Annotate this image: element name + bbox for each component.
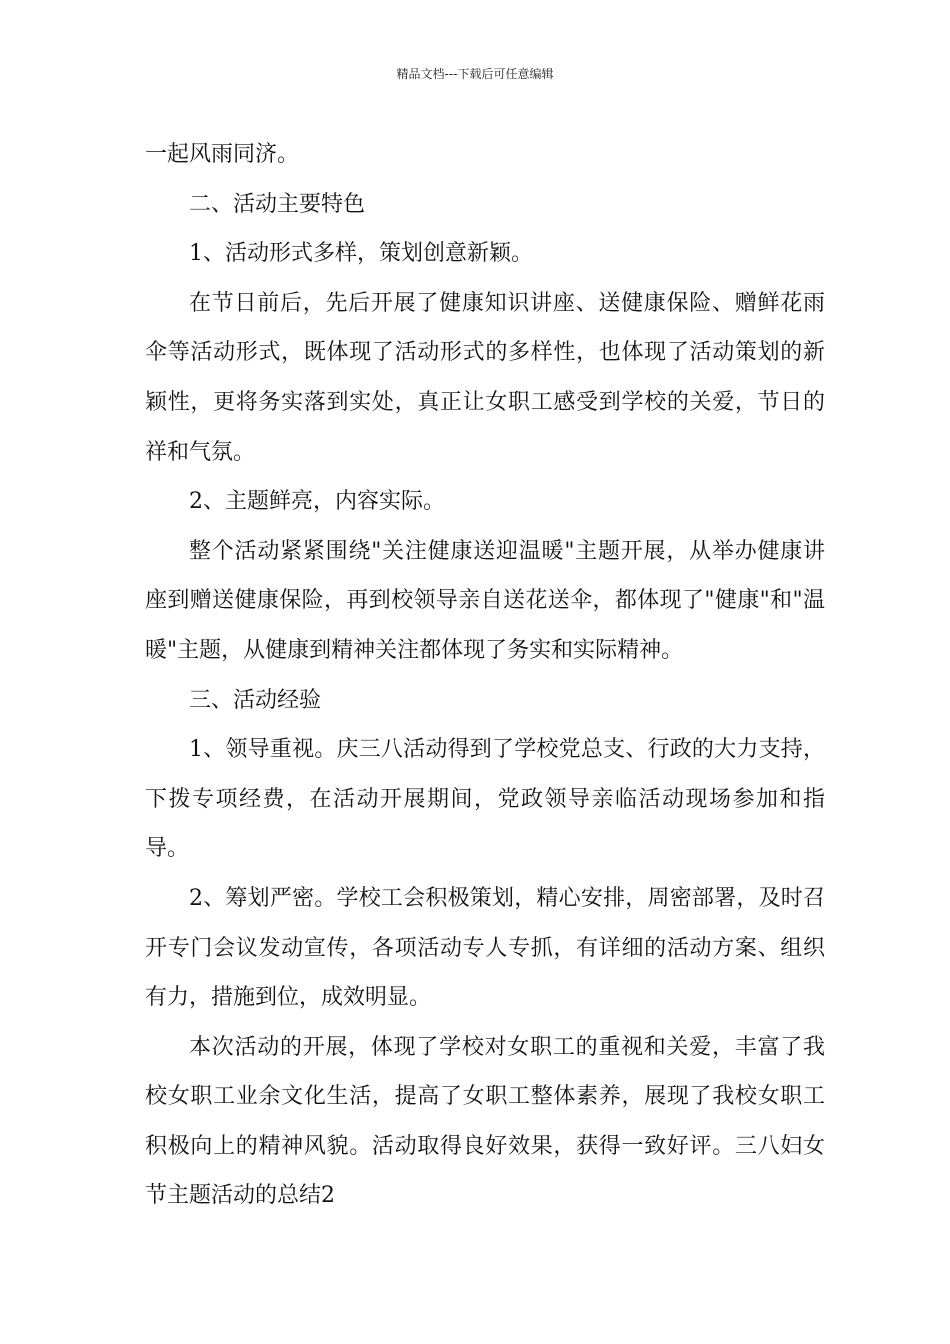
paragraph-planning: 2、筹划严密。学校工会积极策划，精心安排，周密部署，及时召开专门会议发动宣传，各项活动专人专抓，有详细的活动方案、组织有力，措施到位，成效明显。 <box>145 885 825 1011</box>
paragraph-conclusion: 本次活动的开展，体现了学校对女职工的重视和关爱，丰富了我校女职工业余文化生活，提高了女职工整体素养，展现了我校女职工积极向上的精神风貌。活动取得良好效果，获得一致好评。三八妇女节主题活动的总结2 <box>145 1034 825 1209</box>
paragraph-activity-forms: 在节日前后，先后开展了健康知识讲座、送健康保险、赠鲜花雨伞等活动形式，既体现了活动形式的多样性，也体现了活动策划的新颖性，更将务实落到实处，真正让女职工感受到学校的关爱，节日的祥和气氛。 <box>145 290 825 465</box>
paragraph-leadership: 1、领导重视。庆三八活动得到了学校党总支、行政的大力支持，下拨专项经费，在活动开展期间，党政领导亲临活动现场参加和指导。 <box>145 737 825 862</box>
section-heading-features: 二、活动主要特色 <box>189 191 366 217</box>
subheading-bright-theme: 2、主题鲜亮，内容实际。 <box>189 489 445 515</box>
subheading-diverse-forms: 1、活动形式多样，策划创意新颖。 <box>189 241 533 267</box>
document-body <box>145 130 825 1221</box>
page-header: 精品文档---下载后可任意编辑 <box>396 67 554 81</box>
paragraph-theme: 整个活动紧紧围绕"关注健康送迎温暖"主题开展，从举办健康讲座到赠送健康保险，再到校领导亲自送花送伞，都体现了"健康"和"温暖"主题，从健康到精神关注都体现了务实和实际精神。 <box>145 538 825 663</box>
paragraph-continuation: 一起风雨同济。 <box>145 142 300 167</box>
section-heading-experience: 三、活动经验 <box>189 687 322 713</box>
